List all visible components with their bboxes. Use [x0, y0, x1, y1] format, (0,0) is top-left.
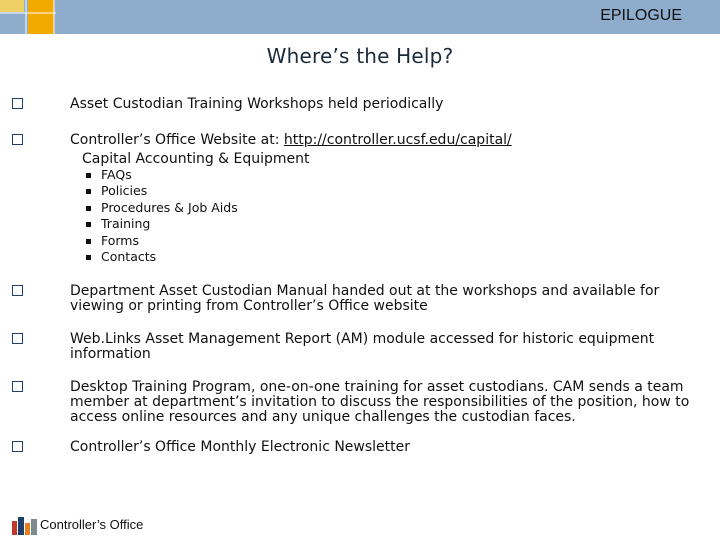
bullet-item	[12, 284, 702, 314]
header-decoration-lines	[0, 0, 56, 34]
bullet-text: Department Asset Custodian Manual handed out at the workshops and available for viewing or printing from Controller’s Office website	[70, 283, 660, 314]
list-item-label: FAQs	[101, 167, 132, 182]
checkbox-bullet-icon	[12, 333, 23, 344]
website-link[interactable]: http://controller.ucsf.edu/capital/	[283, 132, 512, 148]
bullet-text: Controller’s Office Monthly Electronic Newsletter	[70, 439, 411, 455]
building-logo-icon	[10, 515, 40, 535]
square-bullet-icon	[86, 206, 91, 211]
bullet-text: Desktop Training Program, one-on-one training for asset custodians. CAM sends a team member at department’s invitation to discuss the responsibilities of the position, how to access online resources and any unique challenges the custodian faces.	[70, 379, 690, 425]
footer-text: Controller’s Office	[40, 517, 144, 532]
list-item-label: Training	[101, 216, 151, 232]
bullet-text	[70, 133, 702, 148]
checkbox-bullet-icon	[12, 98, 23, 109]
square-bullet-icon	[86, 255, 91, 260]
list-item	[86, 249, 238, 265]
square-bullet-icon	[86, 173, 91, 178]
square-bullet-icon	[86, 189, 91, 194]
list-item	[86, 183, 238, 199]
subsection-list	[86, 167, 238, 265]
checkbox-bullet-icon	[12, 285, 23, 296]
slide-title: Where’s the Help?	[266, 44, 454, 68]
bullet-text-prefix: Controller’s Office Website at:	[70, 132, 284, 148]
list-item	[86, 200, 238, 216]
checkbox-bullet-icon	[12, 381, 23, 392]
list-item-label: Forms	[101, 232, 140, 248]
list-item	[86, 233, 238, 249]
bullet-item	[12, 332, 702, 362]
list-item-label: Contacts	[101, 249, 157, 265]
subsection-heading: Capital Accounting & Equipment	[82, 151, 310, 167]
bullet-text: Web.Links Asset Management Report (AM) module accessed for historic equipment information	[70, 331, 655, 362]
list-item	[86, 216, 238, 232]
bullet-text: Asset Custodian Training Workshops held periodically	[70, 96, 444, 112]
bullet-item	[12, 440, 702, 455]
checkbox-bullet-icon	[12, 441, 23, 452]
list-item-label: Procedures & Job Aids	[101, 199, 238, 215]
square-bullet-icon	[86, 222, 91, 227]
bullet-item	[12, 133, 702, 148]
bullet-item	[12, 380, 702, 425]
list-item-label: Policies	[101, 183, 148, 199]
square-bullet-icon	[86, 239, 91, 244]
header-label: EPILOGUE	[600, 7, 682, 24]
list-item	[86, 167, 238, 183]
bullet-item	[12, 97, 702, 112]
checkbox-bullet-icon	[12, 134, 23, 145]
